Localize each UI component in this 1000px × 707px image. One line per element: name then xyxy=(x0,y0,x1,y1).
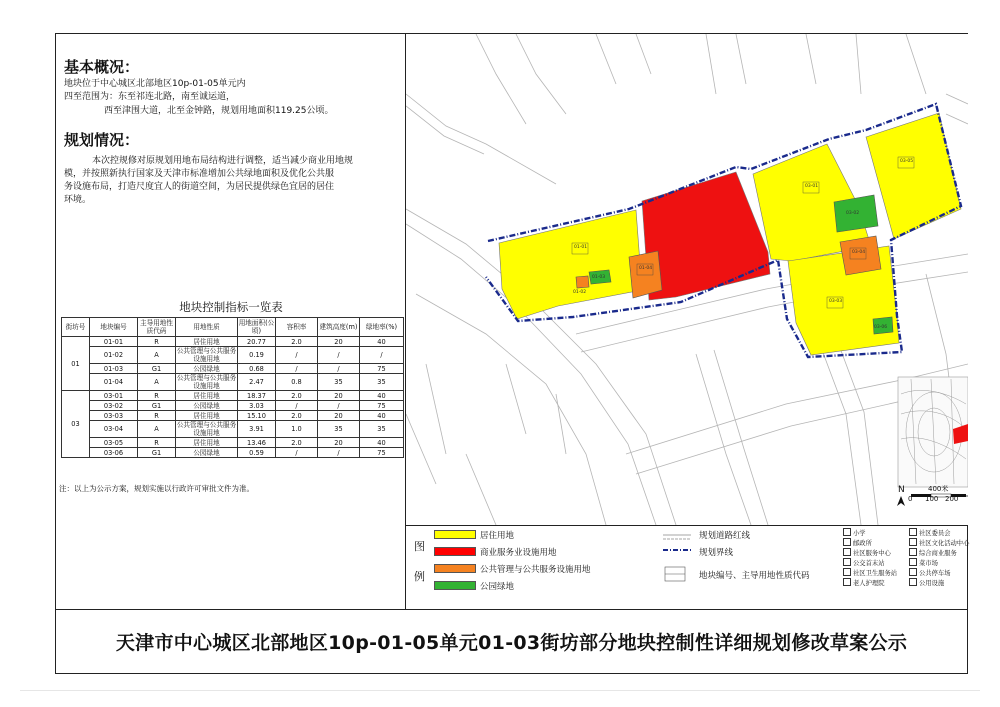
legend-heading-top: 图 xyxy=(414,540,425,553)
cell-far: / xyxy=(276,401,318,411)
th-block: 街坊号 xyxy=(62,318,90,337)
bus-terminal-icon xyxy=(843,558,851,566)
land-use-map xyxy=(406,34,968,525)
cell-code: G1 xyxy=(138,401,176,411)
cell-use: 公园绿地 xyxy=(176,401,238,411)
table-row xyxy=(62,438,404,448)
cell-height: / xyxy=(318,448,360,458)
cell-code: R xyxy=(138,337,176,347)
post-office-icon xyxy=(843,538,851,546)
cell-green: 40 xyxy=(360,337,404,347)
cell-code: G1 xyxy=(138,364,176,374)
table-note: 注：以上为公示方案，规划实施以行政许可审批文件为准。 xyxy=(59,484,254,493)
cell-area: 0.68 xyxy=(238,364,276,374)
cell-green: 40 xyxy=(360,391,404,401)
cell-green: 75 xyxy=(360,364,404,374)
cell-id: 03-01 xyxy=(90,391,138,401)
label-01-04: 01-04 xyxy=(639,266,653,271)
th-area: 用地面积(公顷) xyxy=(238,319,275,335)
cell-code: A xyxy=(138,421,176,438)
overview-line-2: 四至范围为：东至祁连北路，南至诚运道， xyxy=(64,92,236,102)
overview-line-3: 西至津围大道，北至金钟路，规划用地面积119.25公顷。 xyxy=(104,106,334,116)
legend-public: 公共管理与公共服务设施用地 xyxy=(480,565,591,575)
table-row xyxy=(62,391,404,401)
cell-green: 40 xyxy=(360,438,404,448)
th-green: 绿地率(%) xyxy=(360,318,404,337)
cell-height: 20 xyxy=(318,337,360,347)
north-arrow: N xyxy=(898,485,905,495)
scale-label-100: 100 xyxy=(925,495,939,503)
cell-far: 2.0 xyxy=(276,411,318,421)
legend-svc-parking: 公共停车场 xyxy=(909,568,950,577)
cell-area: 0.59 xyxy=(238,448,276,458)
cell-code: A xyxy=(138,374,176,391)
location-inset xyxy=(898,377,968,487)
legend-svc-market: 菜市场 xyxy=(909,558,938,567)
label-03-04: 03-04 xyxy=(852,250,866,255)
label-03-02: 03-02 xyxy=(846,211,860,216)
cell-height: / xyxy=(318,401,360,411)
cell-far: / xyxy=(276,347,318,364)
school-icon xyxy=(843,528,851,536)
cell-id: 03-02 xyxy=(90,401,138,411)
cell-use: 公园绿地 xyxy=(176,364,238,374)
cell-use: 居住用地 xyxy=(176,411,238,421)
nursing-home-icon xyxy=(843,578,851,586)
swatch-public xyxy=(434,564,476,573)
cell-far: 1.0 xyxy=(276,421,318,438)
table-row xyxy=(62,421,404,438)
label-03-05: 03-05 xyxy=(900,159,914,164)
market-icon xyxy=(909,558,917,566)
swatch-park xyxy=(434,581,476,590)
cell-id: 03-03 xyxy=(90,411,138,421)
text-panel xyxy=(56,34,406,609)
th-far: 容积率 xyxy=(276,318,318,337)
cell-use: 公共管理与公共服务设施用地 xyxy=(176,374,237,390)
scale-label-200: 200 xyxy=(945,495,959,503)
table-row xyxy=(62,448,404,458)
cell-use: 居住用地 xyxy=(176,391,238,401)
committee-icon xyxy=(909,528,917,536)
cell-use: 公共管理与公共服务设施用地 xyxy=(176,421,237,437)
cell-area: 2.47 xyxy=(238,374,276,391)
overview-heading: 基本概况： xyxy=(64,58,140,76)
cell-far: 2.0 xyxy=(276,337,318,347)
table-title: 地块控制指标一览表 xyxy=(179,300,283,314)
planning-line-1: 本次控规修对原规划用地布局结构进行调整，适当减少商业用地规 xyxy=(92,156,354,166)
legend-panel xyxy=(406,525,968,609)
table-row xyxy=(62,401,404,411)
parking-icon xyxy=(909,568,917,576)
cell-green: 35 xyxy=(360,421,404,438)
legend-svc-commerce: 综合商业服务 xyxy=(909,548,957,557)
page-divider xyxy=(20,690,980,691)
cell-height: 20 xyxy=(318,438,360,448)
planning-line-2: 模，并按照新执行国家及天津市标准增加公共绿地面积及优化公共服 xyxy=(64,169,335,179)
culture-center-icon xyxy=(909,538,917,546)
cell-green: 35 xyxy=(360,374,404,391)
parcel-01-04[interactable] xyxy=(629,251,662,298)
commerce-icon xyxy=(909,548,917,556)
table-row xyxy=(62,347,404,364)
table-row xyxy=(62,337,404,347)
control-index-table xyxy=(61,317,404,458)
cell-id: 01-01 xyxy=(90,337,138,347)
cell-green: 75 xyxy=(360,401,404,411)
overview-line-1: 地块位于中心城区北部地区10p-01-05单元内 xyxy=(64,79,246,89)
cell-green: / xyxy=(360,347,404,364)
cell-use: 公园绿地 xyxy=(176,448,238,458)
label-01-03: 01-03 xyxy=(592,275,606,280)
label-03-06: 03-06 xyxy=(874,325,888,330)
cell-area: 0.19 xyxy=(238,347,276,364)
planning-line-4: 环境。 xyxy=(64,195,92,205)
cell-far: 0.8 xyxy=(276,374,318,391)
planning-line-3: 务设施布局，打造尺度宜人的街道空间，为居民提供绿色宜居的居住 xyxy=(64,182,335,192)
scale-label-400: 400米 xyxy=(928,485,949,493)
th-use: 用地性质 xyxy=(176,318,238,337)
cell-area: 3.91 xyxy=(238,421,276,438)
map-panel[interactable] xyxy=(406,34,968,525)
cell-id: 03-04 xyxy=(90,421,138,438)
cell-area: 3.03 xyxy=(238,401,276,411)
table-row xyxy=(62,411,404,421)
legend-svc-utility: 公用设施 xyxy=(909,578,944,587)
cell-height: 20 xyxy=(318,411,360,421)
cell-id: 01-02 xyxy=(90,347,138,364)
cell-far: 2.0 xyxy=(276,391,318,401)
block-cell-03: 03 xyxy=(62,391,90,458)
legend-line-symbols xyxy=(661,529,693,595)
cell-height: 20 xyxy=(318,391,360,401)
cell-id: 03-06 xyxy=(90,448,138,458)
parcel-03-04[interactable] xyxy=(840,236,881,275)
legend-residential: 居住用地 xyxy=(480,531,515,541)
cell-area: 18.37 xyxy=(238,391,276,401)
legend-park: 公园绿地 xyxy=(480,582,515,592)
cell-height: / xyxy=(318,364,360,374)
th-code: 主导用地性质代码 xyxy=(138,318,176,337)
health-station-icon xyxy=(843,568,851,576)
scale-label-0: 0 xyxy=(908,495,913,503)
cell-id: 01-04 xyxy=(90,374,138,391)
main-title: 天津市中心城区北部地区10p-01-05单元01-03街坊部分地块控制性详细规划修改草案公示 xyxy=(56,609,967,673)
cell-use: 公共管理与公共服务设施用地 xyxy=(176,347,237,363)
legend-svc-health: 社区卫生服务站 xyxy=(843,568,897,577)
cell-height: 35 xyxy=(318,374,360,391)
cell-far: 2.0 xyxy=(276,438,318,448)
table-row xyxy=(62,374,404,391)
planning-sheet xyxy=(55,33,968,674)
legend-svc-culture: 社区文化活动中心 xyxy=(909,538,969,547)
legend-svc-nursing: 老人护理院 xyxy=(843,578,884,587)
legend-road-red-line: 规划道路红线 xyxy=(699,531,751,541)
cell-use: 居住用地 xyxy=(176,438,238,448)
legend-svc-committee: 社区委员会 xyxy=(909,528,950,537)
legend-commercial: 商业服务业设施用地 xyxy=(480,548,557,558)
table-header-row xyxy=(62,318,404,337)
cell-id: 03-05 xyxy=(90,438,138,448)
block-cell-01: 01 xyxy=(62,337,90,391)
cell-code: R xyxy=(138,438,176,448)
cell-far: / xyxy=(276,364,318,374)
cell-use: 居住用地 xyxy=(176,337,238,347)
cell-code: G1 xyxy=(138,448,176,458)
legend-planning-boundary: 规划界线 xyxy=(699,548,734,558)
label-03-01: 03-01 xyxy=(805,184,819,189)
legend-svc-post: 邮政所 xyxy=(843,538,872,547)
planning-heading: 规划情况： xyxy=(64,131,140,149)
cell-area: 13.46 xyxy=(238,438,276,448)
cell-code: R xyxy=(138,391,176,401)
cell-code: A xyxy=(138,347,176,364)
cell-area: 20.77 xyxy=(238,337,276,347)
th-height: 建筑高度(m) xyxy=(318,318,360,337)
cell-id: 01-03 xyxy=(90,364,138,374)
parcel-01-02[interactable] xyxy=(576,276,589,288)
th-id: 地块编号 xyxy=(90,318,138,337)
swatch-commercial xyxy=(434,547,476,556)
label-01-02: 01-02 xyxy=(573,290,587,295)
swatch-residential xyxy=(434,530,476,539)
utility-icon xyxy=(909,578,917,586)
cell-height: / xyxy=(318,347,360,364)
cell-green: 40 xyxy=(360,411,404,421)
legend-parcel-code: 地块编号、主导用地性质代码 xyxy=(699,571,810,581)
label-03-03: 03-03 xyxy=(829,299,843,304)
service-center-icon xyxy=(843,548,851,556)
cell-area: 15.10 xyxy=(238,411,276,421)
cell-far: / xyxy=(276,448,318,458)
legend-heading-bottom: 例 xyxy=(414,570,425,583)
legend-svc-community-service: 社区服务中心 xyxy=(843,548,891,557)
table-row xyxy=(62,364,404,374)
legend-svc-primary-school: 小学 xyxy=(843,528,866,537)
cell-height: 35 xyxy=(318,421,360,438)
label-01-01: 01-01 xyxy=(574,245,588,250)
legend-svc-bus-terminal: 公交首末站 xyxy=(843,558,884,567)
cell-code: R xyxy=(138,411,176,421)
cell-green: 75 xyxy=(360,448,404,458)
